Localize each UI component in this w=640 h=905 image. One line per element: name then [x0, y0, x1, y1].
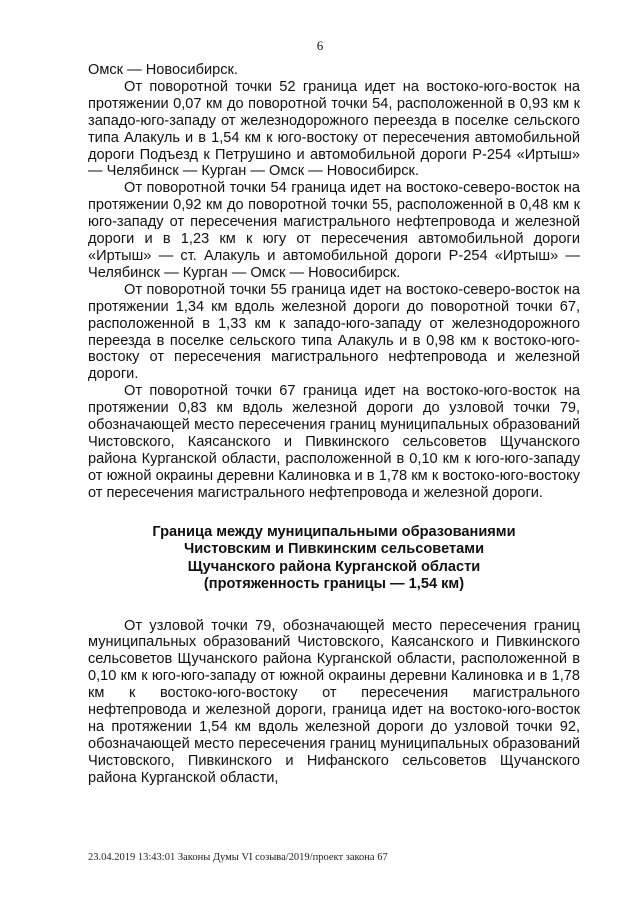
paragraph: От поворотной точки 67 граница идет на востоко-юго-восток на протяжении 0,83 км вдоль железной дороги до узловой точки 79, обозначающей место пересечения границ муниципальных образований Чистовского, Каясанского и Пивкинского сельсоветов Щучанского района Курганской области, расположенной в 0,10 км к юго-юго-западу от южной окраины деревни Калиновка и в 1,78 км к востоко-юго-востоку от пересечения магистрального нефтепровода и железной дороги. — [88, 383, 580, 501]
paragraph: От поворотной точки 52 граница идет на востоко-юго-восток на протяжении 0,07 км до поворотной точки 54, расположенной в 0,93 км к западо-юго-западу от железнодорожного переезда в поселке сельского типа Алакуль и в 1,54 км к юго-востоку от пересечения автомобильной дороги Подъезд к Петрушино и автомобильной дороги Р-254 «Иртыш» — Челябинск — Курган — Омск — Новосибирск. — [88, 78, 580, 180]
document-body — [88, 62, 580, 787]
heading-line: Щучанского района Курганской области — [187, 558, 481, 575]
page-number: 6 — [316, 38, 324, 53]
paragraph: От поворотной точки 54 граница идет на востоко-северо-восток на протяжении 0,92 км до поворотной точки 55, расположенной в 0,48 км к юго-западу от пересечения магистрального нефтепровода и железной дороги и в 1,23 км к югу от пересечения автомобильной дороги «Иртыш» — ст. Алакуль и автомобильной дороги Р-254 «Иртыш» — Челябинск — Курган — Омск — Новосибирск. — [88, 180, 580, 281]
footer-document-path: 23.04.2019 13:43:01 Законы Думы VI созыва/2019/проект закона 67 — [88, 852, 388, 863]
heading-line: Чистовским и Пивкинским сельсоветами — [183, 541, 485, 558]
heading-line: Граница между муниципальными образованиями — [152, 523, 516, 540]
paragraph: Омск — Новосибирск. — [88, 62, 238, 78]
section-heading — [88, 524, 580, 594]
heading-line: (протяженность границы — 1,54 км) — [203, 576, 465, 593]
paragraph: От поворотной точки 55 граница идет на востоко-северо-восток на протяжении 1,34 км вдоль железной дороги до поворотной точки 67, расположенной в 1,33 км к западо-юго-западу от железнодорожного переезда в поселке сельского типа Алакуль и в 0,98 км к востоко-юго-востоку от пересечения магистрального нефтепровода и железной дороги. — [88, 281, 580, 383]
paragraph: От узловой точки 79, обозначающей место пересечения границ муниципальных образований Чистовского, Каясанского и Пивкинского сельсоветов Щучанского района Курганской области, расположенной в 0,10 км к юго-юго-западу от южной окраины деревни Калиновка и в 1,78 км к востоко-юго-востоку от пересечения магистрального нефтепровода и железной дороги, граница идет на востоко-юго-восток на протяжении 1,54 км вдоль железной дороги до узловой точки 92, обозначающей место пересечения границ муниципальных образований Чистовского, Пивкинского и Нифанского сельсоветов Щучанского района Курганской области, — [88, 617, 580, 786]
